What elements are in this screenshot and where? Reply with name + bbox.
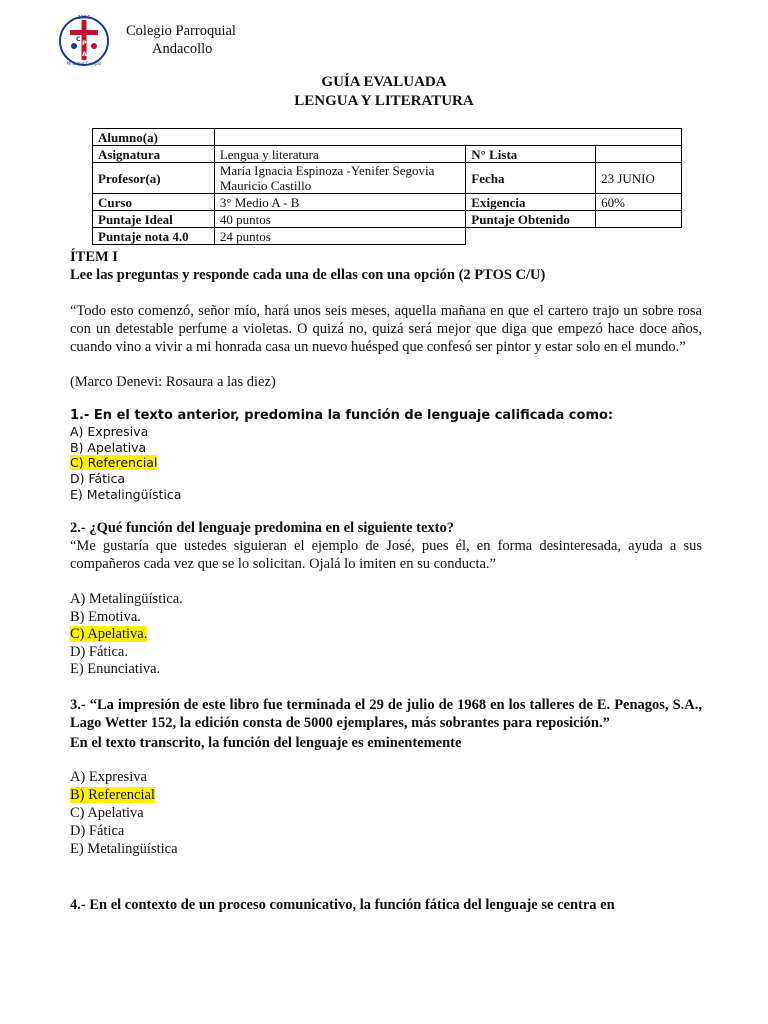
puntaje-ideal-label: Puntaje Ideal	[93, 211, 215, 228]
question-2-options	[70, 591, 183, 679]
puntaje-obtenido-field[interactable]	[596, 211, 682, 228]
svg-text:C: C	[76, 36, 81, 43]
q3-option-a[interactable]: A) Expresiva	[70, 769, 147, 785]
q3-option-c[interactable]: C) Apelativa	[70, 805, 144, 821]
school-logo	[58, 10, 110, 72]
item-instruction: Lee las preguntas y responde cada una de ellas con una opción (2 PTOS C/U)	[70, 267, 546, 283]
question-3-stem2: En el texto transcrito, la función del lenguaje es eminentemente	[70, 735, 462, 751]
svg-text:P: P	[82, 40, 87, 47]
lista-field[interactable]	[596, 146, 682, 163]
exigencia-value: 60%	[596, 194, 682, 211]
svg-text:A: A	[82, 51, 87, 58]
doc-title-line1: GUÍA EVALUADA	[321, 74, 447, 90]
reading-passage: “Todo esto comenzó, señor mío, hará unos seis meses, aquella mañana en que el cartero trajo un sobre rosa con un detestable perfume a violetas. O quizá no, quizá será mejor que diga que empezó hace doce años, cuando vino a vivir a mi honrada casa un nuevo huésped que confesó ser pintor y estar solo en el mundo.”	[70, 303, 702, 355]
q1-option-a[interactable]: A) Expresiva	[70, 424, 149, 439]
school-crest-icon	[58, 10, 110, 72]
q2-option-d[interactable]: D) Fática.	[70, 643, 128, 660]
student-info-table	[92, 128, 682, 245]
q2-option-a[interactable]: A) Metalingüística.	[70, 591, 183, 607]
school-name-line2: Andacollo	[152, 41, 213, 57]
q2-option-b[interactable]: B) Emotiva.	[70, 608, 141, 625]
school-name-line1: Colegio Parroquial	[126, 23, 236, 39]
curso-value: 3° Medio A - B	[214, 194, 465, 211]
curso-label: Curso	[93, 194, 215, 211]
profesor-label: Profesor(a)	[93, 163, 215, 194]
q1-option-c[interactable]: C) Referencial	[70, 455, 158, 471]
profesor-value-line2: Mauricio Castillo	[219, 178, 312, 193]
q3-option-e[interactable]: E) Metalingüística	[70, 841, 178, 857]
lista-label: N° Lista	[466, 146, 596, 163]
svg-text:Mi Deber Cumplir: Mi Deber Cumplir	[66, 61, 102, 66]
q2-option-e[interactable]: E) Enunciativa.	[70, 661, 161, 677]
question-2-quote: “Me gustaría que ustedes siguieran el ejemplo de José, pues él, en forma desinteresada, ayuda a sus compañeros cada vez que se lo solicitan. Ojalá lo imiten en su conducta.”	[70, 538, 702, 572]
svg-text:1956: 1956	[77, 15, 91, 21]
exigencia-label: Exigencia	[466, 194, 596, 211]
school-name	[126, 22, 236, 58]
puntaje-nota-label: Puntaje nota 4.0	[93, 228, 215, 245]
profesor-value-line1: María Ignacia Espinoza -Yenifer Segovia	[219, 163, 435, 178]
q2-option-c[interactable]: C) Apelativa.	[70, 626, 148, 642]
asignatura-value: Lengua y literatura	[214, 146, 465, 163]
puntaje-nota-value: 24 puntos	[214, 228, 465, 245]
question-3-stem: 3.- “La impresión de este libro fue terminada el 29 de julio de 1968 en los talleres de E. Penagos, S.A., Lago Wetter 152, la edición consta de 5000 ejemplares, más sobrantes para reposición.”	[70, 697, 702, 731]
puntaje-ideal-value: 40 puntos	[214, 211, 465, 228]
question-3-options	[70, 768, 178, 858]
question-1-stem: 1.- En el texto anterior, predomina la función de lenguaje calificada como:	[70, 408, 614, 423]
question-1-options	[70, 424, 181, 503]
alumno-label: Alumno(a)	[93, 129, 215, 146]
puntaje-obtenido-label: Puntaje Obtenido	[466, 211, 596, 228]
fecha-value: 23 JUNIO	[596, 163, 682, 194]
alumno-field[interactable]	[214, 129, 681, 146]
doc-title-line2: LENGUA Y LITERATURA	[294, 93, 474, 109]
q3-option-d[interactable]: D) Fática	[70, 823, 125, 839]
asignatura-label: Asignatura	[93, 146, 215, 163]
passage-source: (Marco Denevi: Rosaura a las diez)	[70, 374, 276, 390]
fecha-label: Fecha	[466, 163, 596, 194]
q1-option-d[interactable]: D) Fática	[70, 471, 126, 487]
question-4-stem: 4.- En el contexto de un proceso comunicativo, la función fática del lenguaje se centra en	[70, 897, 615, 913]
q1-option-b[interactable]: B) Apelativa	[70, 439, 147, 455]
profesor-value	[214, 163, 465, 194]
q3-option-b[interactable]: B) Referencial	[70, 787, 155, 803]
question-2-stem: 2.- ¿Qué función del lenguaje predomina en el siguiente texto?	[70, 520, 454, 536]
q1-option-e[interactable]: E) Metalingüística	[70, 486, 182, 502]
item-heading: ÍTEM I	[70, 249, 118, 265]
